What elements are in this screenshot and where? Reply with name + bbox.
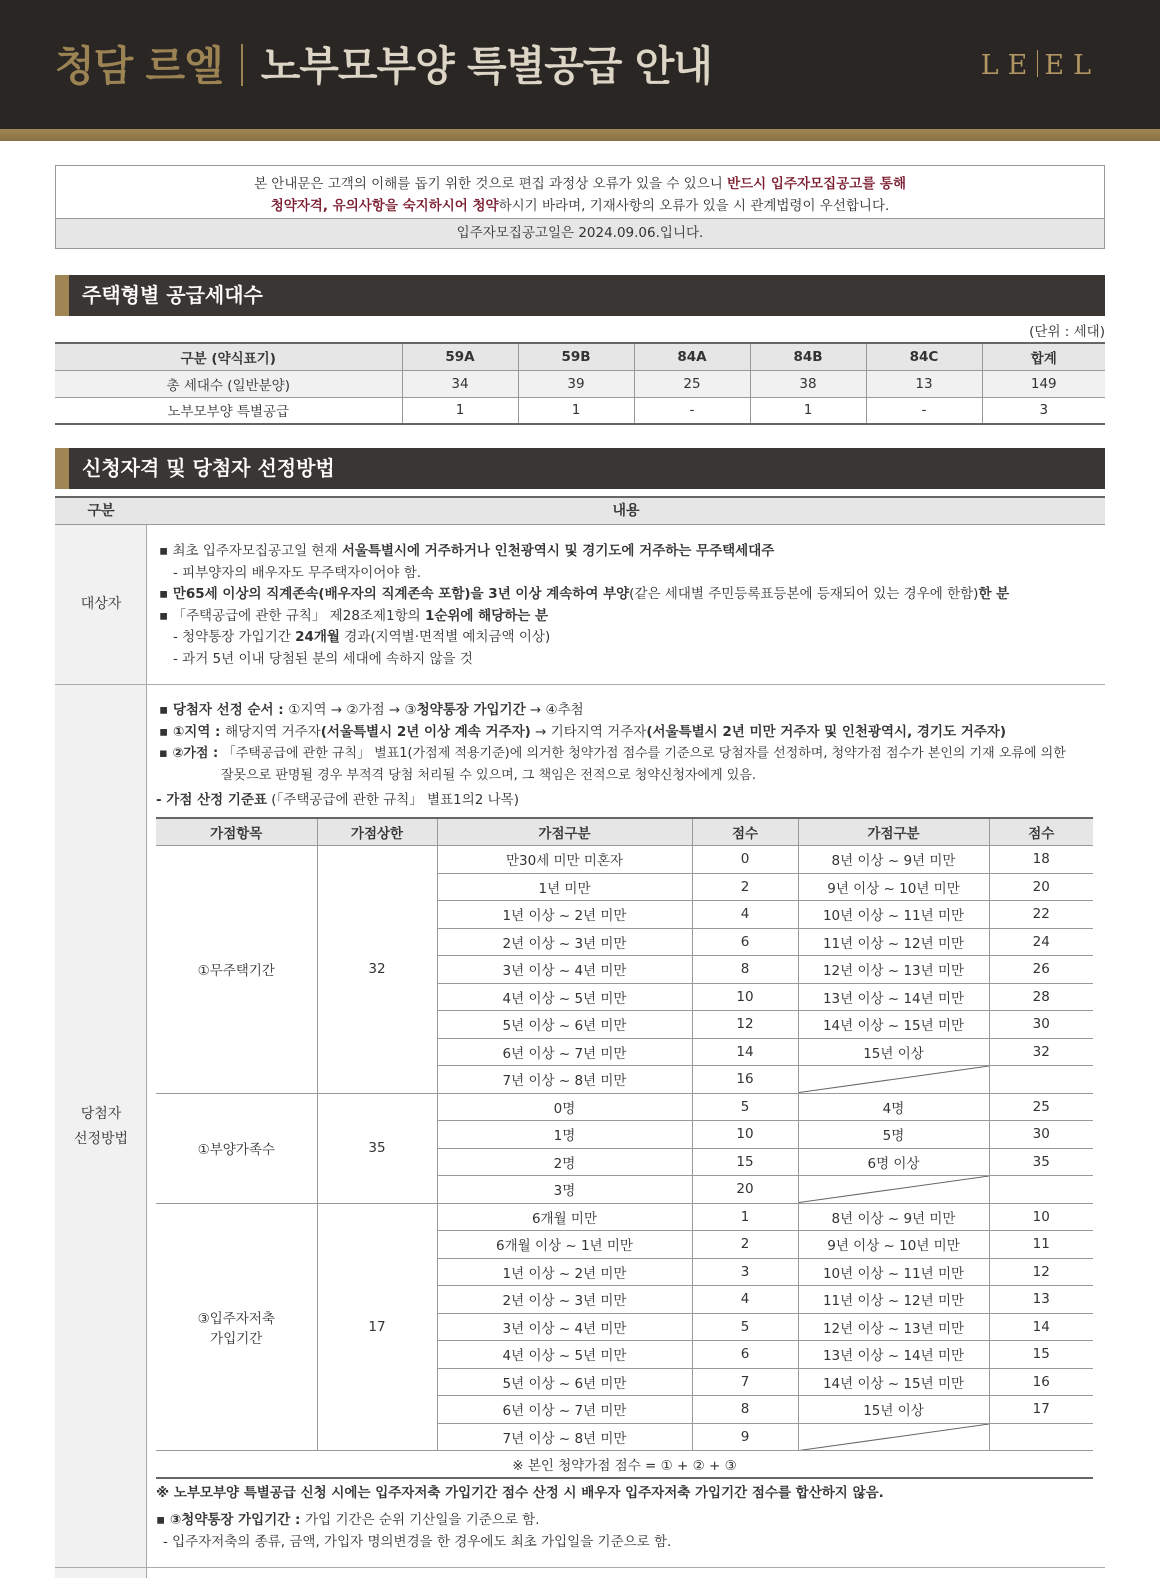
supply-row-special bbox=[55, 397, 1105, 424]
table-cell: 11년 이상 ~ 12년 미만 bbox=[798, 928, 989, 956]
table-cell: 6년 이상 ~ 7년 미만 bbox=[437, 1396, 692, 1424]
score-body bbox=[156, 846, 1093, 1451]
table-cell: 7년 이상 ~ 8년 미만 bbox=[437, 1066, 692, 1094]
table-cell: 14 bbox=[989, 1313, 1093, 1341]
score-item-label: ③입주자저축 bbox=[197, 1310, 275, 1327]
table-cell: 4명 bbox=[798, 1093, 989, 1121]
table-cell: 11 bbox=[989, 1231, 1093, 1259]
score-item-label-2: 가입기간 bbox=[210, 1330, 263, 1347]
text: ▪ 「주택공급에 관한 규칙」 제28조제1항의 bbox=[159, 607, 425, 624]
table-cell: 149 bbox=[982, 370, 1105, 397]
table-cell: 6 bbox=[692, 1341, 798, 1369]
header-content: 내용 bbox=[612, 503, 640, 519]
notice-highlight-1: 반드시 입주자모집공고를 통해 bbox=[727, 176, 907, 192]
supply-table bbox=[55, 342, 1105, 425]
table-cell: 16 bbox=[989, 1368, 1093, 1396]
diagonal-slash bbox=[799, 1176, 989, 1203]
table-cell: 1년 미만 bbox=[437, 873, 692, 901]
selection-line-2 bbox=[159, 722, 1066, 744]
table-cell: 4 bbox=[692, 1286, 798, 1314]
score-item bbox=[156, 846, 317, 1094]
table-cell: 5명 bbox=[798, 1121, 989, 1149]
gold-divider bbox=[0, 129, 1160, 141]
supply-header: 84B bbox=[750, 343, 866, 370]
supply-row-total bbox=[55, 370, 1105, 397]
table-cell: 12년 이상 ~ 13년 미만 bbox=[798, 1313, 989, 1341]
table-cell: 15 bbox=[989, 1341, 1093, 1369]
table-cell: 30 bbox=[989, 1011, 1093, 1039]
selection-label-2: 선정방법 bbox=[73, 1131, 129, 1147]
table-cell: 12년 이상 ~ 13년 미만 bbox=[798, 956, 989, 984]
table-cell: 12 bbox=[989, 1258, 1093, 1286]
table-cell: 12 bbox=[692, 1011, 798, 1039]
table-cell: 7년 이상 ~ 8년 미만 bbox=[437, 1423, 692, 1451]
table-cell: 15년 이상 bbox=[798, 1396, 989, 1424]
text-bold: (서울특별시 2년 미만 거주자 및 인천광역시, 경기도 거주자) bbox=[646, 723, 1007, 740]
table-cell: 28 bbox=[989, 983, 1093, 1011]
table-cell: 8 bbox=[692, 1396, 798, 1424]
table-cell: 1 bbox=[402, 397, 518, 424]
page-title bbox=[55, 36, 712, 96]
table-cell: 총 세대수 (일반분양) bbox=[55, 370, 402, 397]
table-cell: 3년 이상 ~ 4년 미만 bbox=[437, 956, 692, 984]
score-table-caption bbox=[156, 790, 519, 812]
selection-line-1 bbox=[159, 700, 1066, 722]
unit-label: (단위 : 세대) bbox=[1029, 324, 1105, 340]
score-table bbox=[156, 817, 1093, 1479]
row-divider bbox=[55, 684, 1105, 685]
section-eligibility-title: 신청자격 및 당첨자 선정방법 bbox=[55, 448, 1105, 489]
score-header: 점수 bbox=[989, 818, 1093, 846]
table-cell: 16 bbox=[692, 1066, 798, 1094]
table-cell: 9년 이상 ~ 10년 미만 bbox=[798, 873, 989, 901]
table-cell: 8 bbox=[692, 956, 798, 984]
text-bold: 24개월 bbox=[295, 629, 340, 645]
section-supply-title: 주택형별 공급세대수 bbox=[55, 275, 1105, 316]
notice-highlight-2: 청약자격, 유의사항을 숙지하시어 청약 bbox=[270, 198, 499, 214]
table-cell: 5 bbox=[692, 1093, 798, 1121]
table-cell: 9 bbox=[692, 1423, 798, 1451]
score-header: 가점항목 bbox=[156, 818, 317, 846]
table-cell: 1명 bbox=[437, 1121, 692, 1149]
score-row bbox=[156, 1093, 1093, 1121]
table-cell: 5년 이상 ~ 6년 미만 bbox=[437, 1011, 692, 1039]
selection-content bbox=[159, 700, 1066, 786]
lerel-logo bbox=[981, 50, 1100, 81]
score-item-label: ①부양가족수 bbox=[197, 1142, 275, 1158]
notice-text bbox=[56, 173, 1104, 217]
table-cell: 20 bbox=[989, 873, 1093, 901]
target-line-4 bbox=[159, 606, 1009, 628]
table-cell: 3 bbox=[982, 397, 1105, 424]
note-first-join: - 입주자저축의 종류, 금액, 가입자 명의변경을 한 경우에도 최초 가입일을 기준으로 함. bbox=[163, 1534, 672, 1550]
text-bold: ▪ ①지역 : bbox=[159, 723, 226, 740]
empty-cell bbox=[798, 1176, 989, 1204]
table-cell: 8년 이상 ~ 9년 미만 bbox=[798, 1203, 989, 1231]
table-cell: 10 bbox=[692, 1121, 798, 1149]
text: ①지역 → ②가점 → ③ bbox=[288, 702, 417, 718]
table-cell: 6개월 미만 bbox=[437, 1203, 692, 1231]
table-cell: 34 bbox=[402, 370, 518, 397]
supply-header: 59B bbox=[518, 343, 634, 370]
table-cell: 14 bbox=[692, 1038, 798, 1066]
text: 「주택공급에 관한 규칙」 별표1(가점제 적용기준)에 의거한 청약가점 점수를 기준으로 당첨자를 선정하며, 청약가점 점수가 본인의 기재 오류에 의한 bbox=[222, 746, 1066, 761]
table-cell: 2명 bbox=[437, 1148, 692, 1176]
table-cell: 18 bbox=[989, 846, 1093, 874]
table-cell: 13년 이상 ~ 14년 미만 bbox=[798, 1341, 989, 1369]
table-cell: 32 bbox=[989, 1038, 1093, 1066]
text-bold: ▪ ②가점 : bbox=[159, 746, 223, 761]
table-cell: 39 bbox=[518, 370, 634, 397]
table-cell: 20 bbox=[692, 1176, 798, 1204]
score-row bbox=[156, 846, 1093, 874]
table-cell: 22 bbox=[989, 901, 1093, 929]
title-text: 노부모부양 특별공급 안내 bbox=[260, 42, 712, 90]
score-item-label: ①무주택기간 bbox=[197, 963, 275, 980]
text-bold: ▪ 당첨자 선정 순서 : bbox=[159, 702, 289, 718]
target-content bbox=[159, 541, 1009, 670]
notice-box bbox=[55, 165, 1105, 249]
table-cell: 5년 이상 ~ 6년 미만 bbox=[437, 1368, 692, 1396]
text-bold: 청약통장 가입기간 bbox=[416, 702, 526, 718]
table-cell: - bbox=[634, 397, 750, 424]
table-cell: 6개월 이상 ~ 1년 미만 bbox=[437, 1231, 692, 1259]
table-cell: 10 bbox=[989, 1203, 1093, 1231]
table-cell: 6명 이상 bbox=[798, 1148, 989, 1176]
table-cell: 8년 이상 ~ 9년 미만 bbox=[798, 846, 989, 874]
notice-date: 입주자모집공고일은 2024.09.06.입니다. bbox=[56, 218, 1104, 248]
table-cell: 30 bbox=[989, 1121, 1093, 1149]
table-cell: 10 bbox=[692, 983, 798, 1011]
table-cell: 만30세 미만 미혼자 bbox=[437, 846, 692, 874]
table-cell: 1 bbox=[750, 397, 866, 424]
selection-label-1: 당첨자 bbox=[80, 1106, 122, 1122]
table-cell: 14년 이상 ~ 15년 미만 bbox=[798, 1368, 989, 1396]
text: 가입 기간은 순위 기산일을 기준으로 함. bbox=[305, 1512, 540, 1528]
supply-header: 합계 bbox=[982, 343, 1105, 370]
table-cell: 15년 이상 bbox=[798, 1038, 989, 1066]
target-line-3 bbox=[159, 584, 1009, 606]
brand-name: 청담 르엘 bbox=[55, 42, 223, 90]
empty-cell bbox=[989, 1176, 1093, 1204]
diagonal-slash bbox=[799, 1424, 989, 1451]
table-cell: 1 bbox=[692, 1203, 798, 1231]
target-line-2: - 피부양자의 배우자도 무주택자이어야 함. bbox=[173, 564, 422, 581]
table-cell: 6 bbox=[692, 928, 798, 956]
logo-separator bbox=[1037, 50, 1038, 77]
score-item bbox=[156, 1203, 317, 1451]
note-spouse: ※ 노부모부양 특별공급 신청 시에는 입주자저축 가입기간 점수 산정 시 배우자 입주자저축 가입기간 점수를 합산하지 않음. bbox=[156, 1485, 884, 1501]
target-line-1 bbox=[159, 541, 1009, 563]
text-bold: (서울특별시 2년 이상 계속 거주자) bbox=[320, 723, 531, 740]
table-cell: 13년 이상 ~ 14년 미만 bbox=[798, 983, 989, 1011]
title-separator bbox=[241, 44, 243, 86]
text: 경과(지역별·면적별 예치금액 이상) bbox=[339, 629, 551, 645]
label-column bbox=[55, 498, 147, 1578]
supply-header-row bbox=[55, 343, 1105, 370]
target-line-6: - 과거 5년 이내 당첨된 분의 세대에 속하지 않을 것 bbox=[173, 650, 473, 667]
score-max: 35 bbox=[317, 1093, 437, 1203]
notice-line2: 하시기 바라며, 기재사항의 오류가 있을 시 관계법령이 우선합니다. bbox=[498, 198, 890, 214]
table-cell: 0명 bbox=[437, 1093, 692, 1121]
empty-cell bbox=[989, 1066, 1093, 1094]
text-bold: ▪ ③청약통장 가입기간 : bbox=[156, 1512, 306, 1528]
eligibility-block bbox=[55, 496, 1105, 1578]
table-cell: 0 bbox=[692, 846, 798, 874]
table-cell: 38 bbox=[750, 370, 866, 397]
table-cell: 24 bbox=[989, 928, 1093, 956]
text: → ④추첨 bbox=[525, 702, 584, 718]
table-cell: 2년 이상 ~ 3년 미만 bbox=[437, 1286, 692, 1314]
table-cell: 1년 이상 ~ 2년 미만 bbox=[437, 1258, 692, 1286]
logo-right: EL bbox=[1044, 50, 1100, 81]
table-cell: 14년 이상 ~ 15년 미만 bbox=[798, 1011, 989, 1039]
header-gubun: 구분 bbox=[87, 503, 115, 519]
table-cell: 4년 이상 ~ 5년 미만 bbox=[437, 983, 692, 1011]
table-cell: 26 bbox=[989, 956, 1093, 984]
table-cell: 3년 이상 ~ 4년 미만 bbox=[437, 1313, 692, 1341]
score-item bbox=[156, 1093, 317, 1203]
empty-cell bbox=[798, 1066, 989, 1094]
selection-line-3 bbox=[159, 743, 1066, 765]
note-period bbox=[156, 1509, 540, 1531]
table-cell: 25 bbox=[634, 370, 750, 397]
logo-left: LE bbox=[980, 50, 1037, 81]
table-cell: 6년 이상 ~ 7년 미만 bbox=[437, 1038, 692, 1066]
target-line-5 bbox=[159, 627, 1009, 649]
table-cell: 2 bbox=[692, 873, 798, 901]
table-cell: 1년 이상 ~ 2년 미만 bbox=[437, 901, 692, 929]
text-bold: 한 분 bbox=[978, 586, 1010, 602]
row-divider bbox=[55, 1567, 1105, 1568]
table-cell: 1 bbox=[518, 397, 634, 424]
target-label: 대상자 bbox=[80, 596, 122, 612]
table-cell: 10년 이상 ~ 11년 미만 bbox=[798, 1258, 989, 1286]
table-cell: 15 bbox=[692, 1148, 798, 1176]
text: - 청약통장 가입기간 bbox=[173, 629, 296, 645]
table-cell: 4년 이상 ~ 5년 미만 bbox=[437, 1341, 692, 1369]
table-cell: 25 bbox=[989, 1093, 1093, 1121]
score-header-row bbox=[156, 818, 1093, 846]
supply-header: 84C bbox=[866, 343, 982, 370]
table-cell: 17 bbox=[989, 1396, 1093, 1424]
supply-header: 59A bbox=[402, 343, 518, 370]
table-cell: 10년 이상 ~ 11년 미만 bbox=[798, 901, 989, 929]
score-header: 점수 bbox=[692, 818, 798, 846]
text-bold: 1순위에 해당하는 분 bbox=[424, 607, 549, 624]
score-max: 32 bbox=[317, 846, 437, 1094]
table-cell: 13 bbox=[989, 1286, 1093, 1314]
supply-header: 구분 (약식표기) bbox=[55, 343, 402, 370]
text-bold: 서울특별시에 거주하거나 인천광역시 및 경기도에 거주하는 무주택세대주 bbox=[341, 543, 775, 559]
supply-header: 84A bbox=[634, 343, 750, 370]
table-cell: 7 bbox=[692, 1368, 798, 1396]
table-cell: 2 bbox=[692, 1231, 798, 1259]
empty-cell bbox=[798, 1423, 989, 1451]
score-max: 17 bbox=[317, 1203, 437, 1451]
table-cell: 13 bbox=[866, 370, 982, 397]
selection-line-3b: 잘못으로 판명될 경우 부적격 당첨 처리될 수 있으며, 그 책임은 전적으로 청약신청자에게 있음. bbox=[221, 767, 757, 783]
table-cell: 2년 이상 ~ 3년 미만 bbox=[437, 928, 692, 956]
text: → 기타지역 거주자 bbox=[530, 723, 647, 740]
text: 해당지역 거주자 bbox=[225, 723, 321, 740]
text-bold: ▪ 만65세 이상의 직계존속(배우자의 직계존속 포함)을 3년 이상 계속하여 부양 bbox=[159, 586, 630, 602]
text: (같은 세대별 주민등록표등본에 등재되어 있는 경우에 한함) bbox=[629, 586, 979, 602]
table-cell: 5 bbox=[692, 1313, 798, 1341]
score-header: 가점구분 bbox=[798, 818, 989, 846]
selection-label bbox=[55, 1102, 147, 1152]
notice-line1: 본 안내문은 고객의 이해를 돕기 위한 것으로 편집 과정상 오류가 있을 수 있으니 bbox=[253, 176, 728, 192]
diagonal-slash bbox=[799, 1066, 989, 1093]
table-cell: 11년 이상 ~ 12년 미만 bbox=[798, 1286, 989, 1314]
empty-cell bbox=[989, 1423, 1093, 1451]
score-header: 가점구분 bbox=[437, 818, 692, 846]
score-formula: ※ 본인 청약가점 점수 = ① + ② + ③ bbox=[156, 1451, 1093, 1479]
table-cell: 3 bbox=[692, 1258, 798, 1286]
eligibility-header bbox=[55, 498, 1105, 525]
table-cell: 3명 bbox=[437, 1176, 692, 1204]
table-cell: 4 bbox=[692, 901, 798, 929]
table-cell: - bbox=[866, 397, 982, 424]
text: (「주택공급에 관한 규칙」 별표1의2 나목) bbox=[267, 792, 519, 808]
table-cell: 9년 이상 ~ 10년 미만 bbox=[798, 1231, 989, 1259]
score-row bbox=[156, 1203, 1093, 1231]
score-header: 가점상한 bbox=[317, 818, 437, 846]
score-formula-row bbox=[156, 1451, 1093, 1479]
text-bold: - 가점 산정 기준표 bbox=[156, 792, 267, 808]
table-cell: 노부모부양 특별공급 bbox=[55, 397, 402, 424]
text: ▪ 최초 입주자모집공고일 현재 bbox=[159, 543, 342, 559]
table-cell: 35 bbox=[989, 1148, 1093, 1176]
